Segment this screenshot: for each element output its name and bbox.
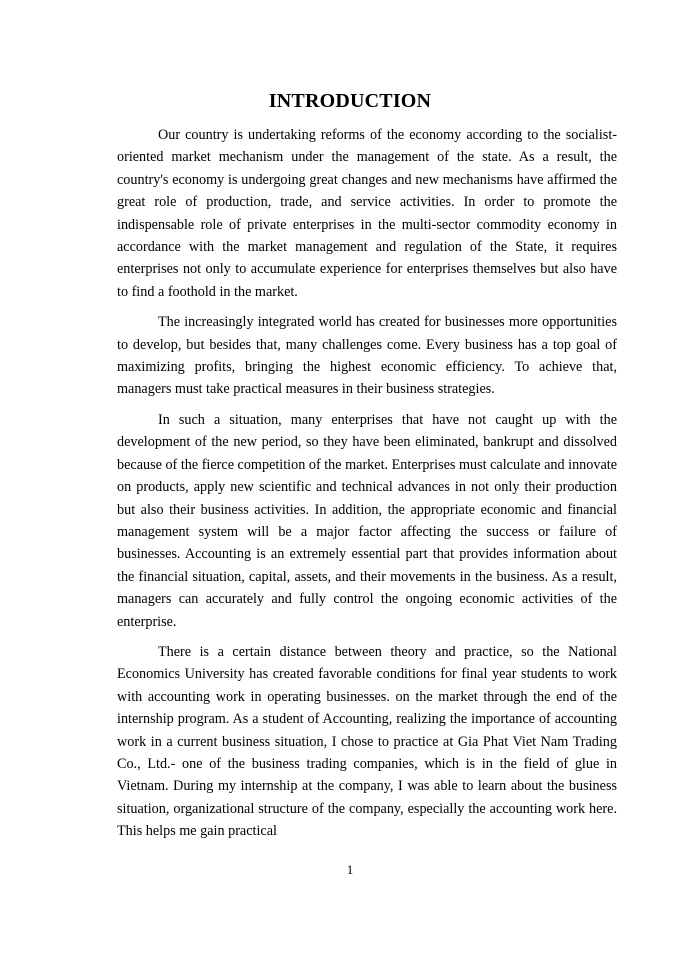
body-text bbox=[117, 124, 617, 851]
paragraph-1: Our country is undertaking reforms of the economy according to the socialist-oriented market mechanism under the management of the state. As a result, the country's economy is undergoing great changes and new mechanisms have affirmed the great role of production, trade, and service activities. In order to promote the indispensable role of private enterprises in the multi-sector commodity economy in accordance with the market management and regulation of the State, it requires enterprises not only to accumulate experience for enterprises themselves but also have to find a foothold in the market. bbox=[117, 127, 617, 300]
paragraph-2: The increasingly integrated world has created for businesses more opportunities to develop, but besides that, many challenges come. Every business has a top goal of maximizing profits, bringing the highest economic efficiency. To achieve that, managers must take practical measures in their business strategies. bbox=[117, 314, 617, 398]
page-number: 1 bbox=[346, 862, 354, 877]
paragraph-3: In such a situation, many enterprises that have not caught up with the development of the new period, so they have been eliminated, bankrupt and dissolved because of the fierce competition of the market. Enterprises must calculate and innovate on products, apply new scientific and technical advances in not only their production but also their business activities. In addition, the appropriate economic and financial management system will be a major factor affecting the success or failure of businesses. Accounting is an extremely essential part that provides information about the financial situation, capital, assets, and their movements in the business. As a result, managers can accurately and fully control the ongoing economic activities of the enterprise. bbox=[117, 411, 617, 630]
page-title: INTRODUCTION bbox=[268, 90, 432, 112]
paragraph-4: There is a certain distance between theory and practice, so the National Economics University has created favorable conditions for final year students to work with accounting work in operating businesses. on the market through the end of the internship program. As a student of Accounting, realizing the importance of accounting work in a current business situation, I chose to practice at Gia Phat Viet Nam Trading Co., Ltd.- one of the business trading companies, which is in the field of glue in Vietnam. During my internship at the company, I was able to learn about the business situation, organizational structure of the company, especially the accounting work here. This helps me gain practical bbox=[117, 643, 617, 840]
